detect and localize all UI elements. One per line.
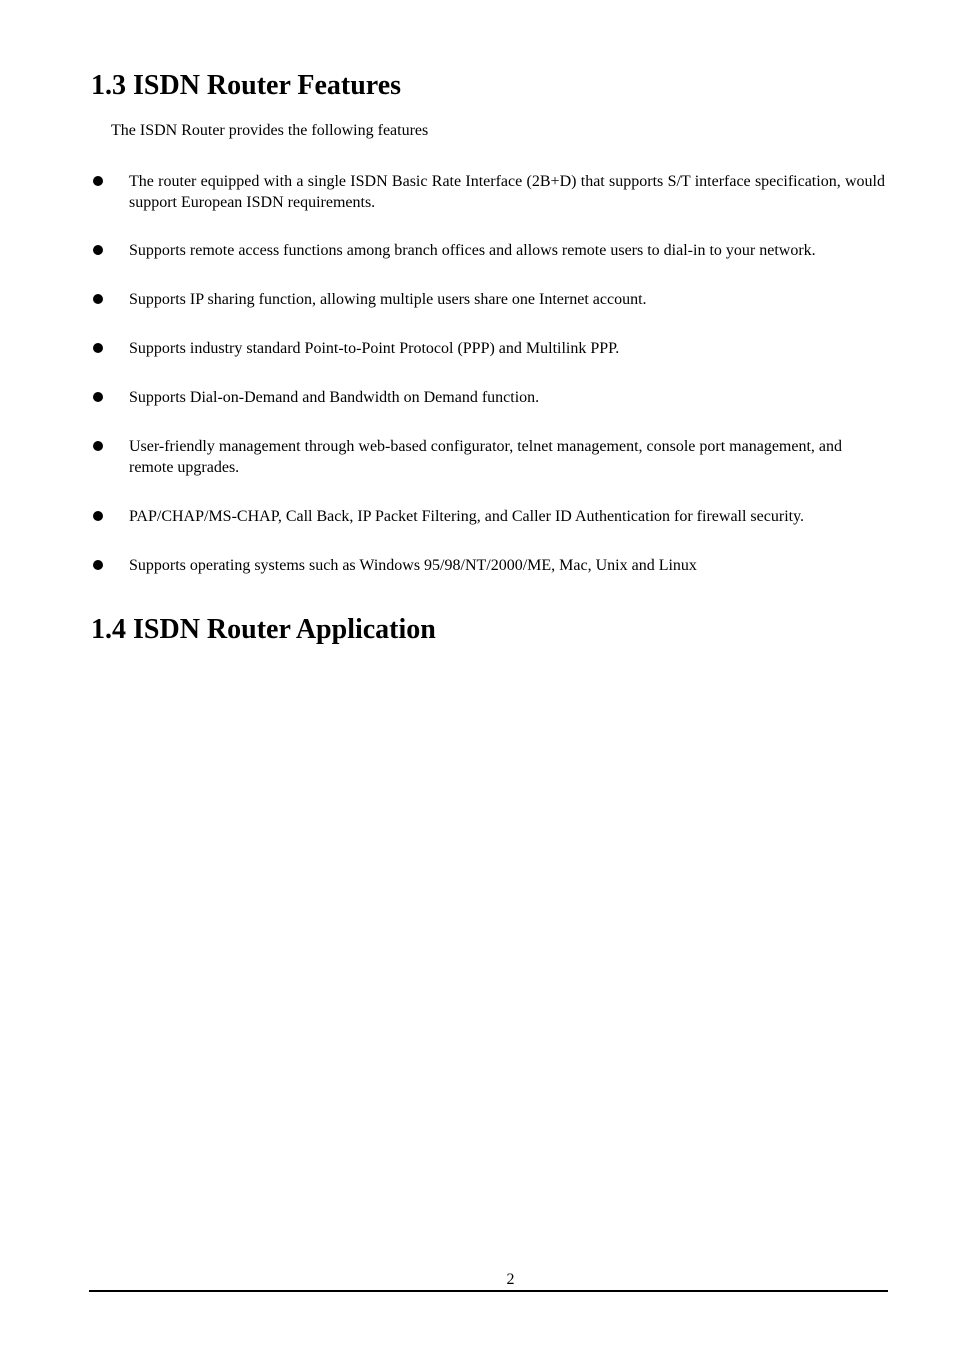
bullet-icon xyxy=(93,392,103,402)
feature-text: The router equipped with a single ISDN Basic Rate Interface (2B+D) that supports S/T interface specification, would support European ISDN requirements. xyxy=(129,173,885,211)
feature-text: Supports Dial-on-Demand and Bandwidth on Demand function. xyxy=(129,389,540,406)
footer-divider xyxy=(89,1290,888,1292)
bullet-icon xyxy=(93,560,103,570)
bullet-icon xyxy=(93,176,103,186)
features-intro: The ISDN Router provides the following features xyxy=(111,122,429,139)
bullet-icon xyxy=(93,294,103,304)
feature-text: Supports industry standard Point-to-Point Protocol (PPP) and Multilink PPP. xyxy=(129,340,620,357)
page-number: 2 xyxy=(506,1271,515,1288)
section-heading-application: 1.4 ISDN Router Application xyxy=(91,614,436,645)
feature-text: Supports operating systems such as Windows 95/98/NT/2000/ME, Mac, Unix and Linux xyxy=(129,557,697,574)
feature-text: PAP/CHAP/MS-CHAP, Call Back, IP Packet Filtering, and Caller ID Authentication for firewall security. xyxy=(129,508,805,525)
bullet-icon xyxy=(93,511,103,521)
section-heading-features: 1.3 ISDN Router Features xyxy=(91,70,402,101)
feature-text: User-friendly management through web-based configurator, telnet management, console port management, and remote upgrades. xyxy=(129,438,843,476)
bullet-icon xyxy=(93,343,103,353)
feature-text: Supports remote access functions among branch offices and allows remote users to dial-in to your network. xyxy=(129,242,816,259)
feature-text: Supports IP sharing function, allowing multiple users share one Internet account. xyxy=(129,291,647,308)
bullet-icon xyxy=(93,441,103,451)
bullet-icon xyxy=(93,245,103,255)
